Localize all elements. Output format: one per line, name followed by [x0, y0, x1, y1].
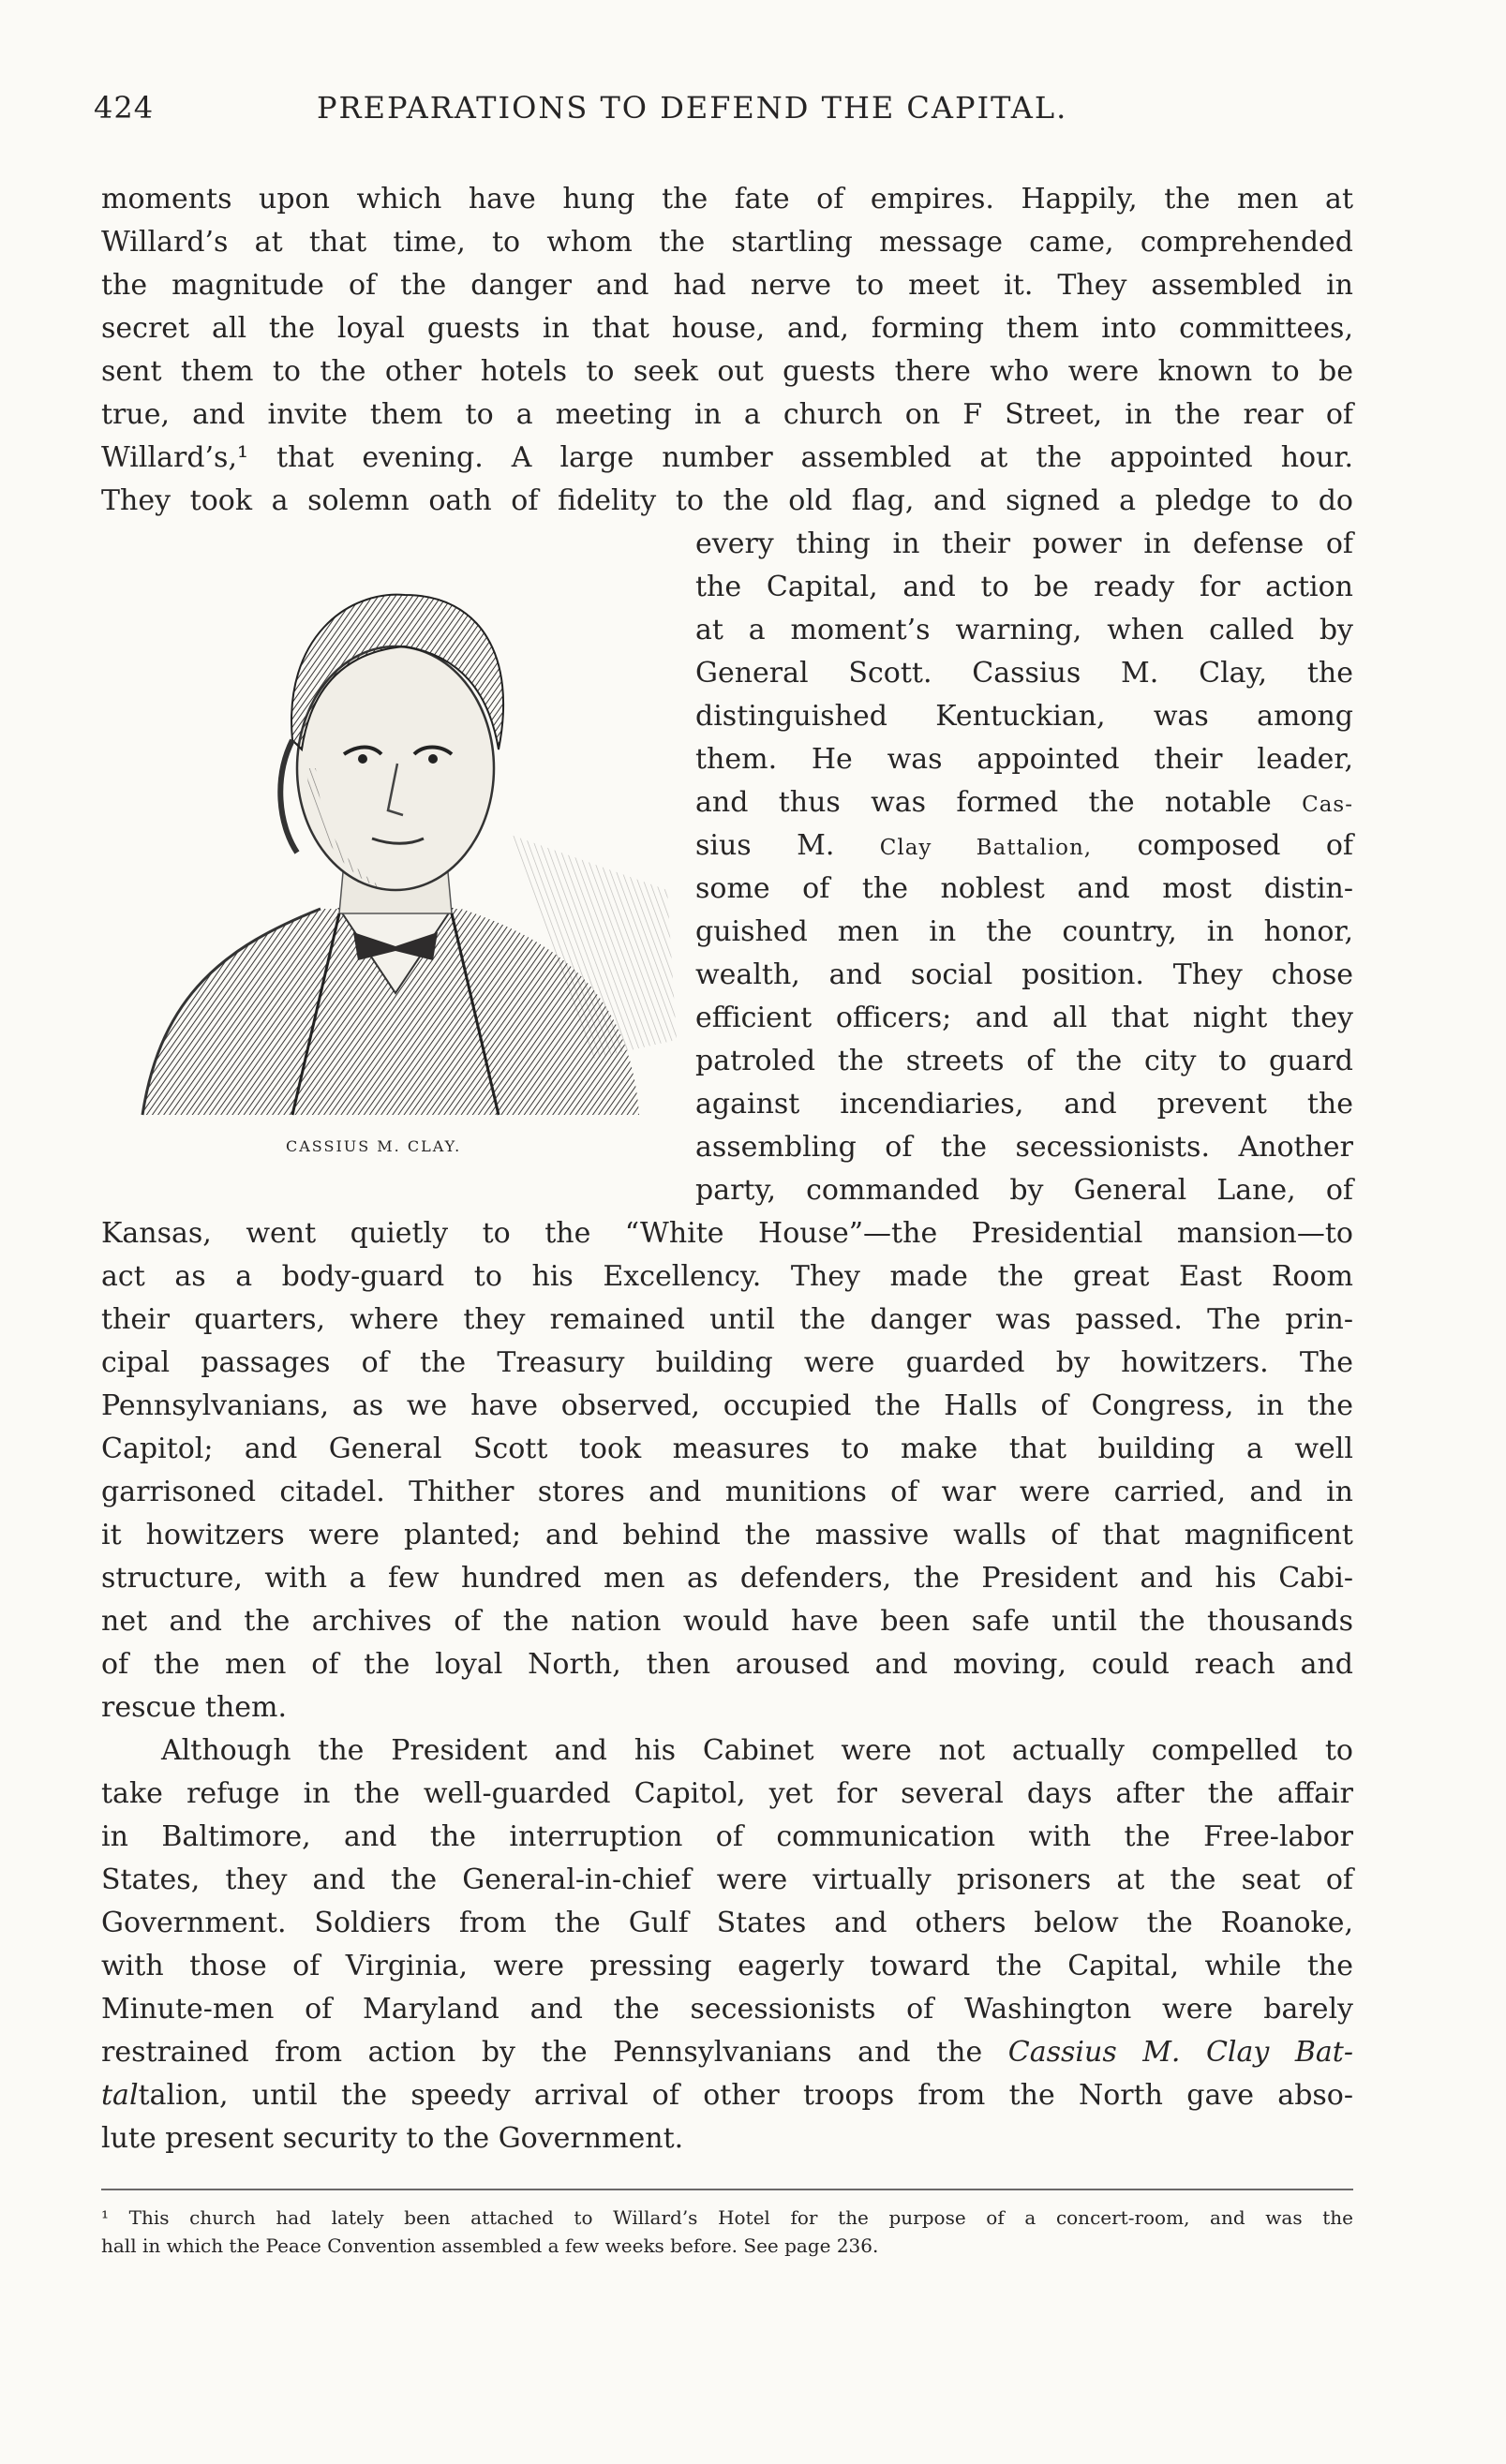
body-line: Government. Soldiers from the Gulf States and others below the Roanoke,	[101, 1907, 1353, 1939]
text-span: composed of	[1137, 829, 1353, 862]
figure-caption: CASSIUS M. CLAY.	[286, 1137, 462, 1155]
text-span: talion, until the speedy arrival of other troops from the North gave abso-	[138, 2079, 1353, 2112]
page-header	[94, 90, 1349, 137]
body-line-with-italic	[101, 2031, 1353, 2074]
body-line: lute present security to the Government.	[101, 2122, 684, 2155]
body-line: Kansas, went quietly to the “White House”—the Presidential mansion—to	[101, 1217, 1353, 1250]
body-line: party, commanded by General Lane, of	[695, 1174, 1353, 1207]
body-line: sent them to the other hotels to seek out guests there who were known to be	[101, 355, 1353, 388]
body-line: Willard’s at that time, to whom the startling message came, comprehended	[101, 226, 1353, 259]
body-line: cipal passages of the Treasury building were guarded by howitzers. The	[101, 1346, 1353, 1379]
italic-span: tal	[101, 2079, 139, 2112]
body-line: at a moment’s warning, when called by	[695, 614, 1353, 646]
body-line: some of the noblest and most distin-	[695, 872, 1353, 905]
body-line: secret all the loyal guests in that house, and, forming them into committees,	[101, 312, 1353, 345]
body-line: in Baltimore, and the interruption of communication with the Free-labor	[101, 1820, 1353, 1853]
body-line: General Scott. Cassius M. Clay, the	[695, 657, 1353, 690]
body-line: their quarters, where they remained until the danger was passed. The prin-	[101, 1303, 1353, 1336]
body-line: assembling of the secessionists. Another	[695, 1131, 1353, 1164]
body-line: true, and invite them to a meeting in a church on F Street, in the rear of	[101, 398, 1353, 431]
portrait-engraving	[105, 553, 686, 1134]
body-line: patroled the streets of the city to guard	[695, 1045, 1353, 1077]
smallcaps-span: Clay Battalion,	[879, 836, 1093, 860]
body-line: moments upon which have hung the fate of empires. Happily, the men at	[101, 183, 1353, 215]
body-line: Although the President and his Cabinet were not actually compelled to	[161, 1734, 1353, 1767]
body-line	[101, 2074, 1353, 2117]
body-line: efficient officers; and all that night they	[695, 1002, 1353, 1034]
page-number: 424	[94, 90, 155, 126]
body-line: garrisoned citadel. Thither stores and munitions of war were carried, and in	[101, 1476, 1353, 1508]
smallcaps-span: Cas-	[1302, 793, 1353, 817]
body-line: with those of Virginia, were pressing eagerly toward the Capital, while the	[101, 1950, 1353, 1982]
body-line: it howitzers were planted; and behind the massive walls of that magnificent	[101, 1519, 1353, 1551]
italic-span: Cassius M. Clay Bat-	[1007, 2036, 1353, 2069]
body-line: Pennsylvanians, as we have observed, occupied the Halls of Congress, in the	[101, 1389, 1353, 1422]
body-line: Capitol; and General Scott took measures to make that building a well	[101, 1432, 1353, 1465]
body-line: every thing in their power in defense of	[695, 527, 1353, 560]
body-line-with-smallcaps	[695, 781, 1353, 824]
footnote-line: ¹ This church had lately been attached to Willard’s Hotel for the purpose of a concert-room, and was the	[101, 2206, 1353, 2229]
body-line: Minute-men of Maryland and the secessionists of Washington were barely	[101, 1993, 1353, 2026]
footnote-rule	[101, 2189, 1353, 2190]
body-line: of the men of the loyal North, then aroused and moving, could reach and	[101, 1648, 1353, 1681]
body-line: the magnitude of the danger and had nerve to meet it. They assembled in	[101, 269, 1353, 302]
body-line: wealth, and social position. They chose	[695, 958, 1353, 991]
body-line: rescue them.	[101, 1691, 288, 1724]
body-line: distinguished Kentuckian, was among	[695, 700, 1353, 733]
body-line: States, they and the General-in-chief were virtually prisoners at the seat of	[101, 1863, 1353, 1896]
body-line: the Capital, and to be ready for action	[695, 571, 1353, 603]
running-head: PREPARATIONS TO DEFEND THE CAPITAL.	[317, 90, 1068, 126]
text-span: and thus was formed the notable	[695, 786, 1272, 819]
body-line: take refuge in the well-guarded Capitol, yet for several days after the affair	[101, 1777, 1353, 1810]
body-line: net and the archives of the nation would have been safe until the thousands	[101, 1605, 1353, 1638]
text-span: restrained from action by the Pennsylvanians and the	[101, 2036, 983, 2069]
footnote-line: hall in which the Peace Convention assembled a few weeks before. See page 236.	[101, 2234, 879, 2257]
body-line: act as a body-guard to his Excellency. They made the great East Room	[101, 1260, 1353, 1293]
text-span: sius M.	[695, 829, 835, 862]
body-line: guished men in the country, in honor,	[695, 915, 1353, 948]
body-line: Willard’s,¹ that evening. A large number assembled at the appointed hour.	[101, 441, 1353, 474]
body-line-with-smallcaps	[695, 824, 1353, 868]
body-line: against incendiaries, and prevent the	[695, 1088, 1353, 1121]
body-line: structure, with a few hundred men as defenders, the President and his Cabi-	[101, 1562, 1353, 1595]
body-line: They took a solemn oath of fidelity to the old flag, and signed a pledge to do	[101, 484, 1353, 517]
body-line: them. He was appointed their leader,	[695, 743, 1353, 776]
